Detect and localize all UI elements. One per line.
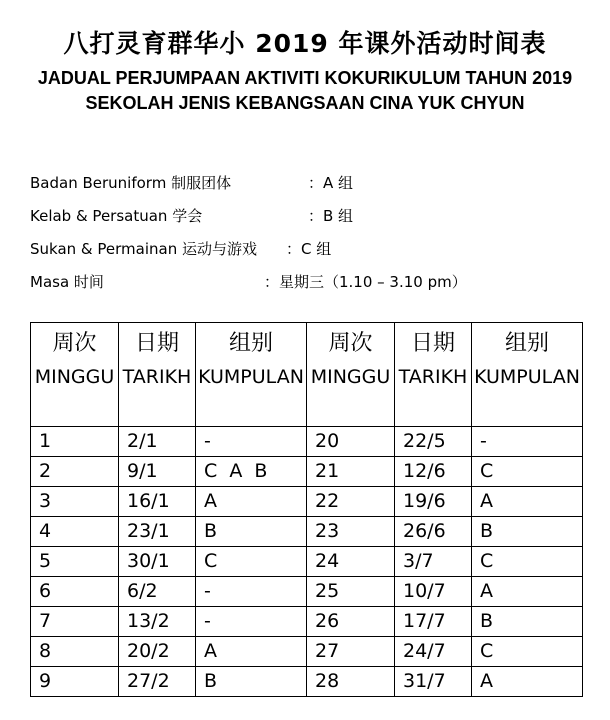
- column-header-group: [196, 323, 307, 427]
- group-cell: C: [196, 547, 307, 577]
- date-cell: 27/2: [119, 667, 196, 697]
- week-cell: 6: [31, 577, 119, 607]
- group-value: ：A 组: [308, 174, 354, 192]
- page-title-chinese: 八打灵育群华小 2019 年课外活动时间表: [63, 29, 547, 58]
- header-malay: TARIKH: [398, 366, 468, 388]
- group-legend-row: [30, 205, 590, 238]
- week-cell: 27: [307, 637, 395, 667]
- date-cell: 12/6: [395, 457, 472, 487]
- week-cell: 1: [31, 427, 119, 457]
- group-legend-row: [30, 238, 590, 271]
- week-cell: 5: [31, 547, 119, 577]
- group-value: ：星期三（1.10 – 3.10 pm）: [264, 273, 467, 291]
- week-cell: 3: [31, 487, 119, 517]
- table-row: [31, 577, 583, 607]
- header-malay: TARIKH: [122, 366, 192, 388]
- header-malay: KUMPULAN: [198, 366, 304, 388]
- table-row: [31, 457, 583, 487]
- table-row: [31, 547, 583, 577]
- group-label: Masa 时间: [30, 273, 104, 291]
- group-legend-row: [30, 172, 590, 205]
- header-malay: KUMPULAN: [474, 366, 580, 388]
- date-cell: 19/6: [395, 487, 472, 517]
- header-malay: MINGGU: [34, 366, 115, 388]
- week-cell: 25: [307, 577, 395, 607]
- header-chinese: 周次: [328, 331, 373, 356]
- group-cell: A: [472, 487, 583, 517]
- group-cell: -: [196, 427, 307, 457]
- header-chinese: 组别: [228, 331, 273, 356]
- week-cell: 20: [307, 427, 395, 457]
- date-cell: 6/2: [119, 577, 196, 607]
- date-cell: 20/2: [119, 637, 196, 667]
- group-legend-row: [30, 271, 590, 304]
- table-row: [31, 517, 583, 547]
- date-cell: 30/1: [119, 547, 196, 577]
- column-header-date: [395, 323, 472, 427]
- week-cell: 24: [307, 547, 395, 577]
- group-cell: -: [472, 427, 583, 457]
- week-cell: 22: [307, 487, 395, 517]
- group-cell: C: [472, 547, 583, 577]
- date-cell: 23/1: [119, 517, 196, 547]
- group-cell: B: [472, 607, 583, 637]
- date-cell: 16/1: [119, 487, 196, 517]
- group-cell: B: [472, 517, 583, 547]
- group-value: ：C 组: [286, 240, 332, 258]
- header-chinese: 日期: [410, 331, 455, 356]
- date-cell: 9/1: [119, 457, 196, 487]
- table-row: [31, 607, 583, 637]
- group-label: Kelab & Persatuan 学会: [30, 207, 203, 225]
- group-cell: A: [196, 637, 307, 667]
- group-cell: A: [472, 667, 583, 697]
- week-cell: 2: [31, 457, 119, 487]
- date-cell: 26/6: [395, 517, 472, 547]
- date-cell: 24/7: [395, 637, 472, 667]
- week-cell: 23: [307, 517, 395, 547]
- column-header-group: [472, 323, 583, 427]
- group-cell: C A B: [196, 457, 307, 487]
- date-cell: 17/7: [395, 607, 472, 637]
- group-value: ：B 组: [308, 207, 354, 225]
- group-cell: C: [472, 637, 583, 667]
- week-cell: 7: [31, 607, 119, 637]
- column-header-week: [31, 323, 119, 427]
- date-cell: 10/7: [395, 577, 472, 607]
- group-cell: A: [196, 487, 307, 517]
- column-header-week: [307, 323, 395, 427]
- group-legend: [30, 172, 590, 304]
- page-title-malay: JADUAL PERJUMPAAN AKTIVITI KOKURIKULUM TAHUN 2019 SEKOLAH JENIS KEBANGSAAN CINA YUK CHYUN: [37, 68, 573, 113]
- group-label: Sukan & Permainan 运动与游戏: [30, 240, 257, 258]
- date-cell: 31/7: [395, 667, 472, 697]
- date-cell: 22/5: [395, 427, 472, 457]
- group-cell: C: [472, 457, 583, 487]
- table-row: [31, 667, 583, 697]
- group-cell: B: [196, 517, 307, 547]
- week-cell: 28: [307, 667, 395, 697]
- column-header-date: [119, 323, 196, 427]
- header-chinese: 周次: [52, 331, 97, 356]
- week-cell: 8: [31, 637, 119, 667]
- week-cell: 4: [31, 517, 119, 547]
- header-chinese: 日期: [134, 331, 179, 356]
- header-malay: MINGGU: [310, 366, 391, 388]
- week-cell: 21: [307, 457, 395, 487]
- date-cell: 2/1: [119, 427, 196, 457]
- group-cell: -: [196, 577, 307, 607]
- week-cell: 9: [31, 667, 119, 697]
- date-cell: 3/7: [395, 547, 472, 577]
- table-row: [31, 637, 583, 667]
- header-chinese: 组别: [504, 331, 549, 356]
- group-cell: B: [196, 667, 307, 697]
- table-header-row: [31, 323, 583, 427]
- group-cell: A: [472, 577, 583, 607]
- date-cell: 13/2: [119, 607, 196, 637]
- schedule-table: [30, 322, 583, 697]
- group-label: Badan Beruniform 制服团体: [30, 174, 232, 192]
- table-row: [31, 427, 583, 457]
- group-cell: -: [196, 607, 307, 637]
- week-cell: 26: [307, 607, 395, 637]
- table-row: [31, 487, 583, 517]
